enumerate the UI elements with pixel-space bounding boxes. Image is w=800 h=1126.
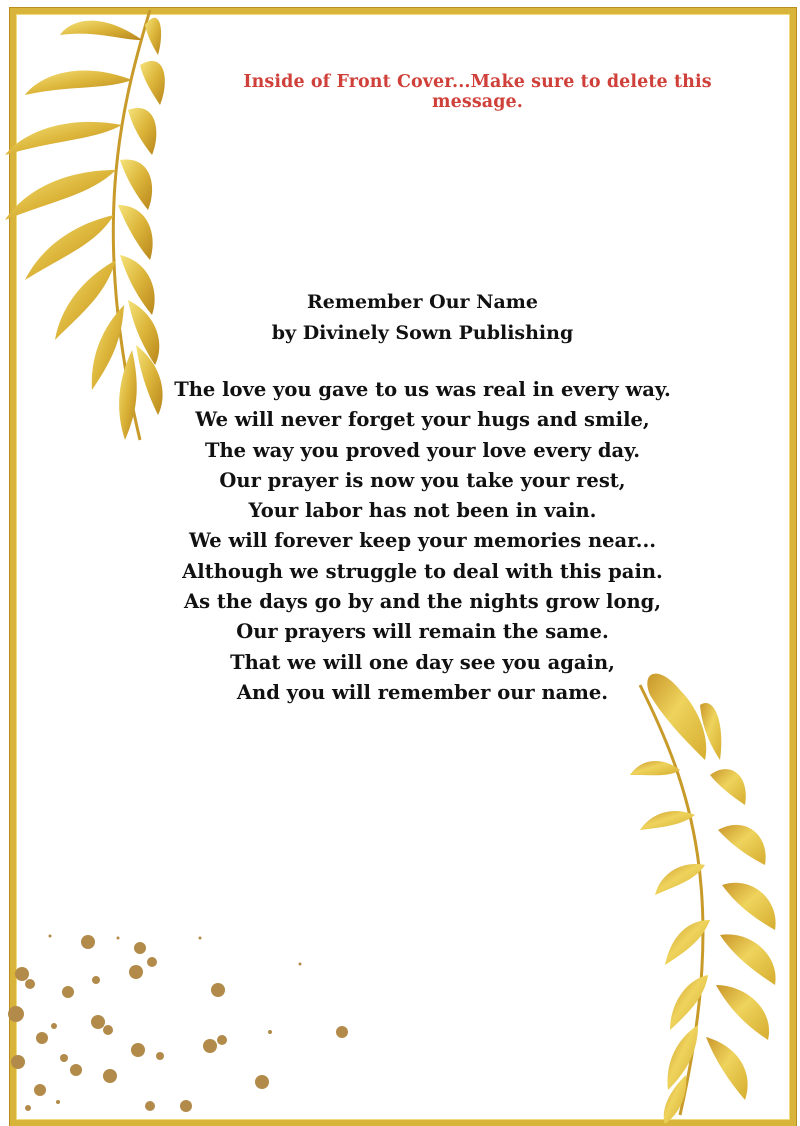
poem-line: Although we struggle to deal with this pain. [182, 559, 663, 583]
poem-line: Our prayer is now you take your rest, [219, 468, 626, 492]
poem-line: Your labor has not been in vain. [248, 499, 597, 523]
poem-line: The love you gave to us was real in every way. [174, 378, 671, 401]
poem-block [130, 287, 715, 708]
poem-line: We will never forget your hugs and smile, [195, 408, 650, 432]
poem-title: Remember Our Name [306, 291, 539, 313]
poem-line: That we will one day see you again, [230, 650, 615, 674]
gold-leaf-branch-icon [620, 665, 800, 1124]
poem-line: The way you proved your love every day. [204, 438, 640, 462]
poem-line: We will forever keep your memories near... [188, 529, 657, 553]
poem-byline: by Divinely Sown Publishing [271, 322, 574, 344]
cover-note: Inside of Front Cover...Make sure to delete this message. [243, 72, 712, 112]
poem-spacer [130, 349, 715, 375]
gold-confetti-dots [0, 930, 360, 1124]
poem-line: As the days go by and the nights grow long, [183, 590, 662, 614]
poem-line: Our prayers will remain the same. [236, 620, 609, 644]
poem-line: And you will remember our name. [236, 680, 609, 704]
